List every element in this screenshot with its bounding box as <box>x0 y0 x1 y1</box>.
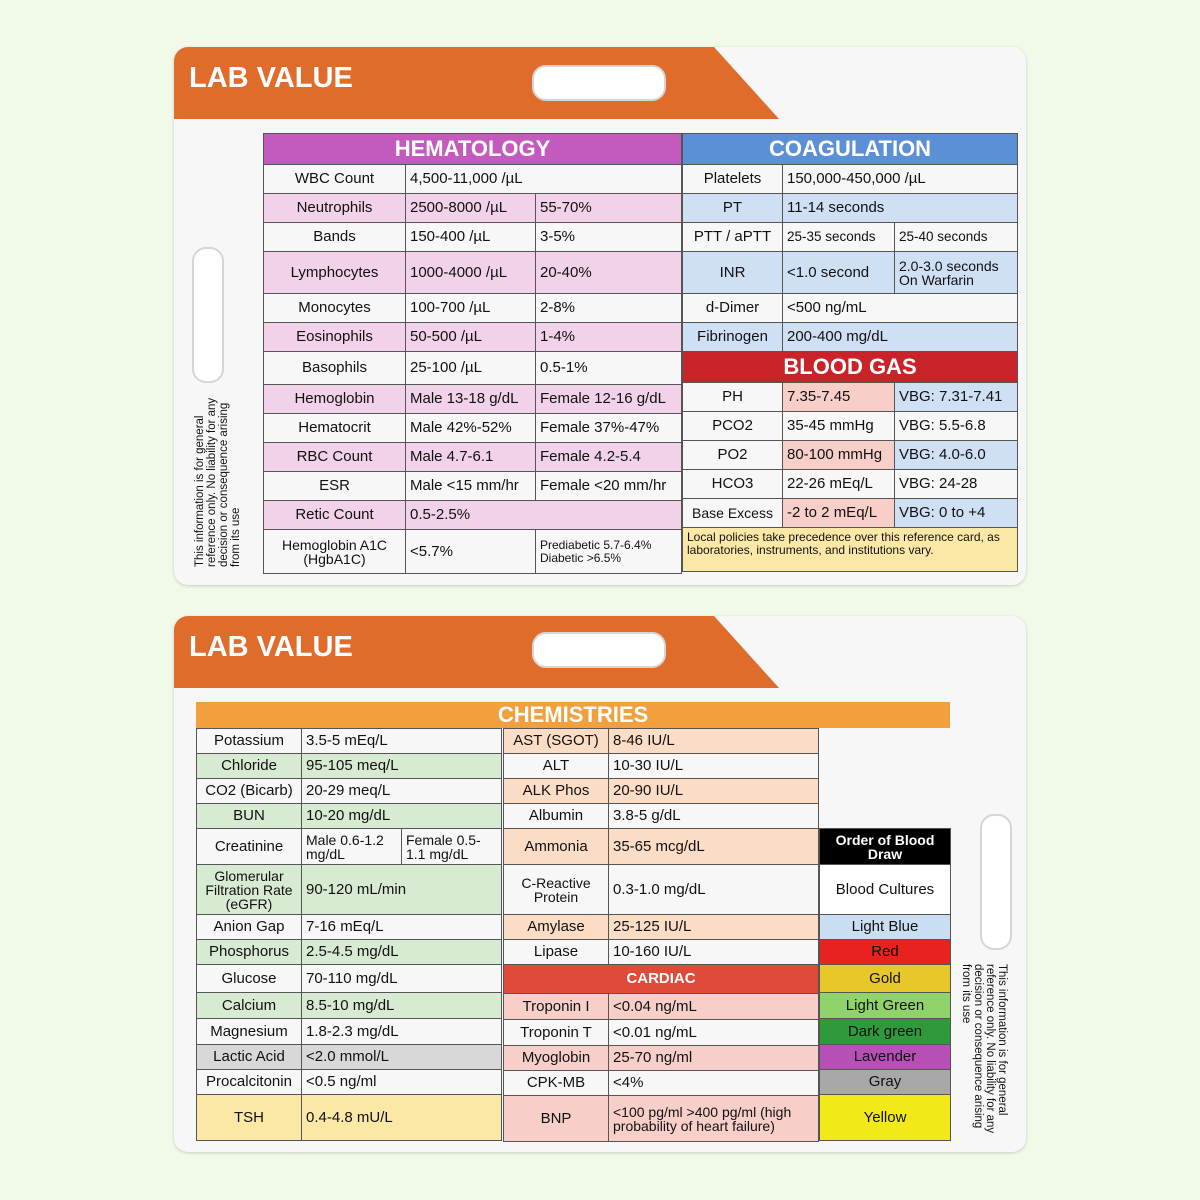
badge-clip-slot <box>980 814 1012 950</box>
lab-value: 20-29 meq/L <box>302 779 502 804</box>
lab-name: d-Dimer <box>683 294 783 323</box>
order-of-draw-header: Order of Blood Draw <box>820 829 951 865</box>
lab-value: 0.3-1.0 mg/dL <box>609 865 819 915</box>
lab-value: 7-16 mEq/L <box>302 915 502 940</box>
lab-name: ALT <box>504 754 609 779</box>
tube-gold: Gold <box>820 965 951 993</box>
lab-name: Magnesium <box>197 1019 302 1045</box>
lab-name: PTT / aPTT <box>683 223 783 252</box>
local-policy-note: Local policies take precedence over this reference card, as laboratories, instruments, and institutions vary. <box>683 528 1018 572</box>
chemistries-middle-table <box>503 728 819 1142</box>
tube-light-green: Light Green <box>820 993 951 1019</box>
creatinine-male: Male 0.6-1.2 mg/dL <box>302 829 402 865</box>
lab-value: 10-30 IU/L <box>609 754 819 779</box>
lab-value: 3.8-5 g/dL <box>609 804 819 829</box>
lab-value: Female <20 mm/hr <box>536 472 682 501</box>
lab-name: ESR <box>264 472 406 501</box>
lab-value: 35-45 mmHg <box>783 412 895 441</box>
lab-name: PO2 <box>683 441 783 470</box>
lanyard-slot <box>532 65 666 101</box>
lab-name: Troponin T <box>504 1020 609 1046</box>
lab-value: <4% <box>609 1071 819 1096</box>
vbg-value: VBG: 24-28 <box>895 470 1018 499</box>
lab-value: 25-40 seconds <box>895 223 1018 252</box>
tube-light-blue: Light Blue <box>820 915 951 940</box>
lab-name: CPK-MB <box>504 1071 609 1096</box>
cardiac-header: CARDIAC <box>504 965 819 994</box>
lanyard-slot <box>532 632 666 668</box>
lab-value: <2.0 mmol/L <box>302 1045 502 1070</box>
lab-name: PH <box>683 383 783 412</box>
lab-name: Creatinine <box>197 829 302 865</box>
creatinine-female: Female 0.5-1.1 mg/dL <box>402 829 502 865</box>
lab-name: Glucose <box>197 965 302 993</box>
lab-name: PT <box>683 194 783 223</box>
lab-value: 70-110 mg/dL <box>302 965 502 993</box>
lab-value: 35-65 mcg/dL <box>609 829 819 865</box>
lab-value: Female 4.2-5.4 <box>536 443 682 472</box>
lab-name: Basophils <box>264 352 406 385</box>
lab-value: 1000-4000 /µL <box>406 252 536 294</box>
lab-value: 55-70% <box>536 194 682 223</box>
vbg-value: VBG: 0 to +4 <box>895 499 1018 528</box>
chemistries-left-table <box>196 728 502 1141</box>
lab-value: Female 12-16 g/dL <box>536 385 682 414</box>
lab-value: Prediabetic 5.7-6.4% Diabetic >6.5% <box>536 530 682 574</box>
coagulation-header: COAGULATION <box>683 134 1018 165</box>
lab-name: Monocytes <box>264 294 406 323</box>
disclaimer-text: This information is for general reference only. No liability for any decision or consequence arising from its use <box>194 397 242 567</box>
lab-value: 2.0-3.0 seconds On Warfarin <box>895 252 1018 294</box>
lab-name: TSH <box>197 1095 302 1141</box>
lab-value: 0.5-2.5% <box>406 501 682 530</box>
lab-value: <0.04 ng/mL <box>609 994 819 1020</box>
vbg-value: VBG: 4.0-6.0 <box>895 441 1018 470</box>
lab-value: 90-120 mL/min <box>302 865 502 915</box>
lab-name: Procalcitonin <box>197 1070 302 1095</box>
lab-name: Eosinophils <box>264 323 406 352</box>
lab-value: 22-26 mEq/L <box>783 470 895 499</box>
lab-name: Anion Gap <box>197 915 302 940</box>
lab-value: Male 42%-52% <box>406 414 536 443</box>
lab-value: <1.0 second <box>783 252 895 294</box>
lab-name: Lipase <box>504 940 609 965</box>
lab-name: Chloride <box>197 754 302 779</box>
lab-name: PCO2 <box>683 412 783 441</box>
lab-name: Neutrophils <box>264 194 406 223</box>
lab-value: 25-125 IU/L <box>609 915 819 940</box>
lab-value: 1-4% <box>536 323 682 352</box>
lab-name: Calcium <box>197 993 302 1019</box>
lab-name: Retic Count <box>264 501 406 530</box>
lab-value: 7.35-7.45 <box>783 383 895 412</box>
lab-name: WBC Count <box>264 165 406 194</box>
lab-value: 100-700 /µL <box>406 294 536 323</box>
lab-value: 10-20 mg/dL <box>302 804 502 829</box>
hematology-header: HEMATOLOGY <box>264 134 682 165</box>
lab-name: Platelets <box>683 165 783 194</box>
lab-value: 25-70 ng/ml <box>609 1046 819 1071</box>
tube-dark-green: Dark green <box>820 1019 951 1045</box>
lab-name: Glomerular Filtration Rate (eGFR) <box>197 865 302 915</box>
lab-value: <0.01 ng/mL <box>609 1020 819 1046</box>
lab-name: Bands <box>264 223 406 252</box>
lab-value: 1.8-2.3 mg/dL <box>302 1019 502 1045</box>
lab-name: Amylase <box>504 915 609 940</box>
badge-clip-slot <box>192 247 224 383</box>
lab-name: Lactic Acid <box>197 1045 302 1070</box>
lab-value: 10-160 IU/L <box>609 940 819 965</box>
lab-name: ALK Phos <box>504 779 609 804</box>
disclaimer-text: This information is for general reference only. No liability for any decision or consequence arising from its use <box>960 964 1008 1134</box>
tube-gray: Gray <box>820 1070 951 1095</box>
lab-value: <100 pg/ml >400 pg/ml (high probability of heart failure) <box>609 1096 819 1142</box>
lab-value: 25-35 seconds <box>783 223 895 252</box>
lab-value: 50-500 /µL <box>406 323 536 352</box>
tube-red: Red <box>820 940 951 965</box>
coagulation-table <box>682 133 1018 572</box>
lab-name: INR <box>683 252 783 294</box>
lab-value: 20-90 IU/L <box>609 779 819 804</box>
lab-name: Troponin I <box>504 994 609 1020</box>
lab-name: C-Reactive Protein <box>504 865 609 915</box>
lab-name: Phosphorus <box>197 940 302 965</box>
vbg-value: VBG: 7.31-7.41 <box>895 383 1018 412</box>
lab-value: 8-46 IU/L <box>609 729 819 754</box>
lab-name: Potassium <box>197 729 302 754</box>
lab-value: 8.5-10 mg/dL <box>302 993 502 1019</box>
lab-name: Hemoglobin <box>264 385 406 414</box>
lab-value: 11-14 seconds <box>783 194 1018 223</box>
order-of-draw-table <box>819 828 951 1141</box>
lab-name: Base Excess <box>683 499 783 528</box>
lab-name: Lymphocytes <box>264 252 406 294</box>
lab-value: Male 13-18 g/dL <box>406 385 536 414</box>
lab-value: 2.5-4.5 mg/dL <box>302 940 502 965</box>
blood-gas-header: BLOOD GAS <box>683 352 1018 383</box>
lab-value: 150,000-450,000 /µL <box>783 165 1018 194</box>
lab-name: RBC Count <box>264 443 406 472</box>
lab-name: Hematocrit <box>264 414 406 443</box>
lab-value: 3-5% <box>536 223 682 252</box>
lab-value: 25-100 /µL <box>406 352 536 385</box>
lab-value: Male <15 mm/hr <box>406 472 536 501</box>
hematology-table <box>263 133 682 574</box>
lab-name: BNP <box>504 1096 609 1142</box>
lab-value: Female 37%-47% <box>536 414 682 443</box>
lab-value: 0.4-4.8 mU/L <box>302 1095 502 1141</box>
lab-card-bottom <box>174 616 1026 1152</box>
lab-value: 95-105 meq/L <box>302 754 502 779</box>
card-title: LAB VALUE <box>189 631 353 663</box>
lab-value: 2500-8000 /µL <box>406 194 536 223</box>
lab-value: 200-400 mg/dL <box>783 323 1018 352</box>
lab-name: HCO3 <box>683 470 783 499</box>
lab-value: 0.5-1% <box>536 352 682 385</box>
lab-name: AST (SGOT) <box>504 729 609 754</box>
lab-value: -2 to 2 mEq/L <box>783 499 895 528</box>
lab-value: <5.7% <box>406 530 536 574</box>
tube-yellow: Yellow <box>820 1095 951 1141</box>
lab-value: 2-8% <box>536 294 682 323</box>
lab-value: 20-40% <box>536 252 682 294</box>
lab-name: Fibrinogen <box>683 323 783 352</box>
lab-value: Male 4.7-6.1 <box>406 443 536 472</box>
lab-name: Albumin <box>504 804 609 829</box>
lab-name: Hemoglobin A1C (HgbA1C) <box>264 530 406 574</box>
lab-value: 80-100 mmHg <box>783 441 895 470</box>
chemistries-header: CHEMISTRIES <box>196 702 950 728</box>
lab-value: <500 ng/mL <box>783 294 1018 323</box>
card-title: LAB VALUE <box>189 62 353 94</box>
lab-name: Ammonia <box>504 829 609 865</box>
tube-blood-cultures: Blood Cultures <box>820 865 951 915</box>
lab-name: Myoglobin <box>504 1046 609 1071</box>
lab-name: CO2 (Bicarb) <box>197 779 302 804</box>
lab-card-top <box>174 47 1026 585</box>
vbg-value: VBG: 5.5-6.8 <box>895 412 1018 441</box>
lab-value: <0.5 ng/ml <box>302 1070 502 1095</box>
lab-value: 3.5-5 mEq/L <box>302 729 502 754</box>
tube-lavender: Lavender <box>820 1045 951 1070</box>
lab-name: BUN <box>197 804 302 829</box>
lab-value: 4,500-11,000 /µL <box>406 165 682 194</box>
lab-value: 150-400 /µL <box>406 223 536 252</box>
